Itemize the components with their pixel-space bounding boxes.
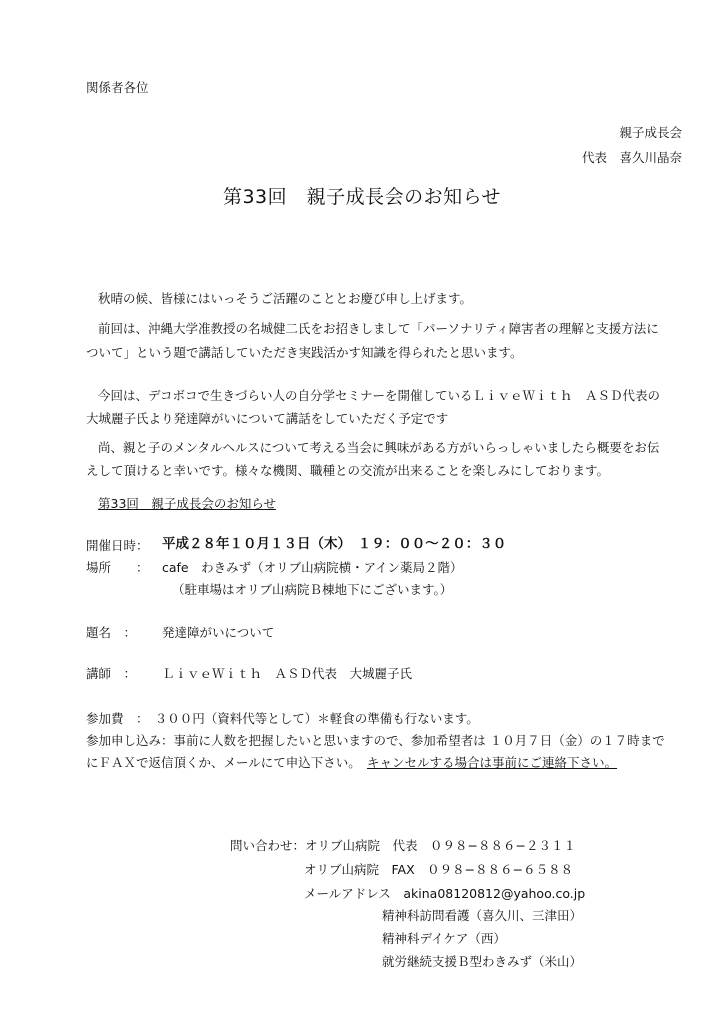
parking-note: （駐車場はオリブ山病院Ｂ棟地下にございます。） [172,582,453,597]
intro-paragraph-2-line-2: ついて」という題で講話していただき実践活かす知識を得られたと思います。 [86,345,523,360]
intro-paragraph-2-line-1: 前回は、沖縄大学准教授の名城健二氏をお招きしまして「パーソナリティ障害者の理解と支援方法に [98,321,659,336]
lecturer-label: 講師 ： [86,666,137,681]
topic-label: 題名 ： [86,625,137,640]
contact-line-4: 精神科訪問看護（喜久川、三津田） [382,908,583,923]
date-value: 平成２８年１０月１３日（木） １９：００〜２０：３０ [162,536,507,552]
sender-representative: 代表 喜久川晶奈 [581,150,682,165]
contact-line-5: 精神科デイケア（西） [382,931,506,946]
sender-org: 親子成長会 [619,125,682,140]
fee-line: 参加費 ： ３００円（資料代等として）＊軽食の準備も行ないます。 [86,711,479,726]
intro-paragraph-4-line-2: えして頂けると幸いです。様々な機関、職種との交流が出来ることを楽しみにしております。 [86,463,610,478]
intro-paragraph-4-line-1: 尚、親と子のメンタルヘルスについて考える当会に興味がある方がいらっしゃいましたら概要をお伝 [98,440,660,455]
page-title: 第33回 親子成長会のお知らせ [222,186,502,208]
topic-value: 発達障がいについて [162,625,275,640]
cancellation-notice: キャンセルする場合は事前にご連絡下さい。 [367,755,618,770]
contact-line-2: オリブ山病院 FAX ０９８−８８６−６５８８ [304,862,574,877]
application-line-2 [86,757,617,770]
contact-line-6: 就労継続支援Ｂ型わきみず（米山） [382,954,583,969]
place-value: cafe わきみず（オリブ山病院横・アイン薬局２階） [162,560,463,575]
contact-line-1: 問い合わせ：オリブ山病院 代表 ０９８−８８６−２３１１ [230,838,576,853]
section-title: 第33回 親子成長会のお知らせ [98,496,277,511]
lecturer-value: ＬｉｖｅＷｉｔｈ ＡＳＤ代表 大城麗子氏 [162,666,413,681]
addressee: 関係者各位 [86,80,149,95]
application-line-1: 参加申し込み：事前に人数を把握したいと思いますので、参加希望者は １０月７日（金）の１７時まで [86,733,665,748]
intro-paragraph-3-line-2: 大城麗子氏より発達障がいについて講話をしていただく予定です [86,411,449,426]
place-label: 場所 ： [86,560,149,575]
application-instructions: にＦＡＸで返信頂くか、メールにて申込下さい。 [86,755,368,770]
intro-paragraph-3-line-1: 今回は、デコボコで生きづらい人の自分学セミナーを開催しているＬｉｖｅＷｉｔｈ ＡＳＤ代表の [98,388,661,403]
date-label: 開催日時： [86,538,149,553]
contact-email: メールアドレス akina08120812@yahoo.co.jp [304,886,586,901]
intro-paragraph-1: 秋晴の候、皆様にはいっそうご活躍のこととお慶び申し上げます。 [98,291,473,306]
